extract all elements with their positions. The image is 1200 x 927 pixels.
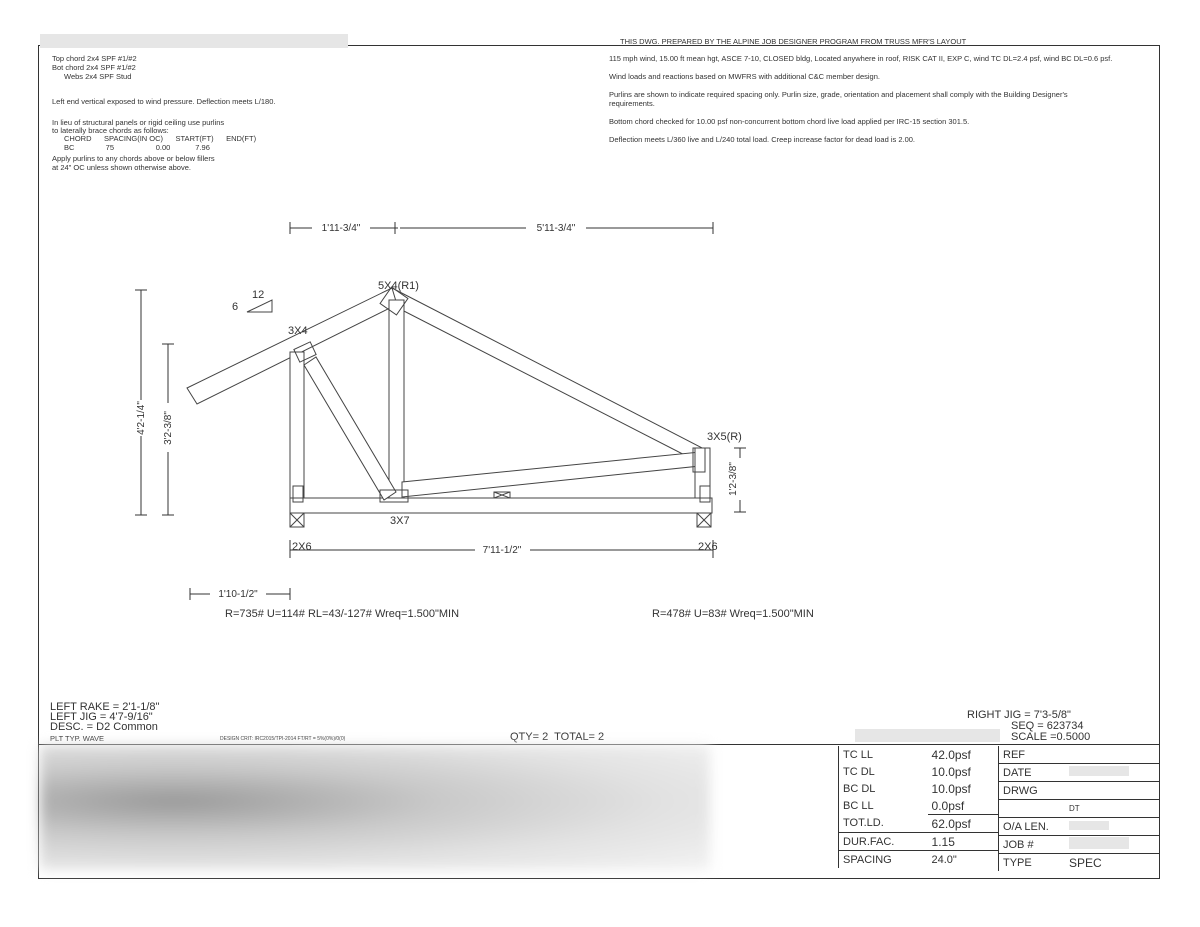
bottom-chord-note: Bottom chord checked for 10.00 psf non-concurrent bottom chord live load applied per IRC-15 section 301.5. <box>609 117 970 126</box>
web-center-vertical <box>389 300 404 498</box>
info-value: SPEC <box>1069 855 1102 870</box>
plate-bottom-label: 3X7 <box>390 515 410 527</box>
dim-span: 7'11-1/2" <box>482 545 522 556</box>
sequence: SEQ = 623734 <box>1011 720 1084 732</box>
load-row <box>839 763 999 780</box>
dim-height-inner: 3'2-3/8" <box>163 411 174 445</box>
info-row <box>999 836 1161 854</box>
load-label: TC LL <box>843 748 873 761</box>
mwfrs-note: Wind loads and reactions based on MWFRS with additional C&C member design. <box>609 72 880 81</box>
load-row <box>839 780 999 797</box>
redacted-engineer-block <box>40 745 710 870</box>
bearing-left-label: 2X6 <box>292 541 312 553</box>
wind-note: 115 mph wind, 15.00 ft mean hgt, ASCE 7-10, CLOSED bldg, Located anywhere in roof, RISK CAT II, EXP C, wind TC DL=2.4 psf, wind BC DL=0.6 psf. <box>609 54 1113 63</box>
left-rake: LEFT RAKE = 2'1-1/8" <box>50 701 160 713</box>
load-value: 1.15 <box>931 834 955 849</box>
webs-spec: Webs 2x4 SPF Stud <box>64 72 132 81</box>
load-label: TOT.LD. <box>843 817 884 830</box>
purlin-note-1: In lieu of structural panels or rigid ceiling use purlins <box>52 118 225 127</box>
left-jig: LEFT JIG = 4'7-9/16" <box>50 711 153 723</box>
load-label: DUR.FAC. <box>843 835 895 848</box>
right-jig: RIGHT JIG = 7'3-5/8" <box>967 709 1071 721</box>
info-label: REF <box>1003 748 1025 761</box>
load-label: BC LL <box>843 799 874 812</box>
info-row <box>999 854 1161 872</box>
load-row <box>839 797 999 815</box>
purlin-table-header: CHORD SPACING(IN OC) START(FT) END(FT) <box>64 134 257 143</box>
load-label: TC DL <box>843 765 875 778</box>
purlin-table-row: BC 75 0.00 7.96 <box>64 143 210 152</box>
top-chord-right <box>392 288 710 468</box>
dim-overhang: 1'10-1/2" <box>218 589 258 600</box>
info-row <box>999 782 1161 800</box>
redacted-length <box>1069 821 1109 830</box>
pitch-triangle <box>247 300 272 312</box>
info-value <box>1065 746 1160 764</box>
info-row <box>999 764 1161 782</box>
web-diagonal <box>304 357 396 500</box>
deflection-creep-note: Deflection meets L/360 live and L/240 total load. Creep increase factor for dead load is 2.00. <box>609 135 916 144</box>
description: DESC. = D2 Common <box>50 721 158 733</box>
load-row <box>839 746 999 763</box>
info-value: DT <box>1069 804 1080 813</box>
load-value: 10.0psf <box>931 781 971 796</box>
web-sloped <box>402 452 700 497</box>
redacted-id <box>855 729 1000 742</box>
web-left-vertical <box>290 352 304 498</box>
prepared-by-text: THIS DWG. PREPARED BY THE ALPINE JOB DESIGNER PROGRAM FROM TRUSS MFR'S LAYOUT <box>620 37 967 46</box>
dim-height-total: 4'2-1/4" <box>136 401 147 435</box>
load-value: 62.0psf <box>931 816 971 831</box>
apply-purlins-1: Apply purlins to any chords above or below fillers <box>52 154 215 163</box>
plate-type: PLT TYP. WAVE <box>50 734 105 743</box>
load-value: 10.0psf <box>931 764 971 779</box>
dim-right-height: 1'2-3/8" <box>728 462 739 496</box>
plate-peak-label: 5X4(R1) <box>378 280 419 292</box>
info-label: O/A LEN. <box>1003 820 1049 833</box>
redacted-job <box>1069 837 1129 849</box>
info-label: DRWG <box>1003 784 1038 797</box>
info-row <box>999 818 1161 836</box>
load-row <box>839 833 999 851</box>
info-label: DATE <box>1003 766 1032 779</box>
load-value: 42.0psf <box>931 747 971 762</box>
load-row <box>839 851 999 869</box>
bot-chord-spec: Bot chord 2x4 SPF #1/#2 <box>52 63 136 72</box>
load-label: SPACING <box>843 853 892 866</box>
info-label: JOB # <box>1003 838 1034 851</box>
dim-top-right: 5'11-3/4" <box>536 223 576 234</box>
plate-right-label: 3X5(R) <box>707 431 742 443</box>
info-row <box>999 800 1161 818</box>
load-table <box>838 746 998 868</box>
deflection-note: Left end vertical exposed to wind pressure. Deflection meets L/180. <box>52 97 276 106</box>
right-end-vertical <box>695 448 710 498</box>
reaction-left: R=735# U=114# RL=43/-127# Wreq=1.500"MIN <box>225 608 460 620</box>
purlin-spacing-note: Purlins are shown to indicate required spacing only. Purlin size, grade, orientation and placement shall comply with the Building Designer's requirements. <box>609 90 1068 108</box>
purlin-note-2: to laterally brace chords as follows: <box>52 126 169 135</box>
plate-left-label: 3X4 <box>288 325 308 337</box>
top-chord-spec: Top chord 2x4 SPF #1/#2 <box>52 54 137 63</box>
dim-top-left: 1'11-3/4" <box>321 223 361 234</box>
load-value: 0.0psf <box>928 797 998 815</box>
bottom-chord <box>290 498 712 513</box>
info-value <box>1065 782 1160 800</box>
info-row <box>999 746 1161 764</box>
load-value: 24.0" <box>931 853 957 866</box>
load-label: BC DL <box>843 782 876 795</box>
reaction-right: R=478# U=83# Wreq=1.500"MIN <box>652 608 814 620</box>
info-label <box>999 800 1066 818</box>
info-table <box>998 746 1160 871</box>
pitch-run: 12 <box>252 289 265 301</box>
quantity: QTY= 2 TOTAL= 2 <box>510 731 605 743</box>
design-criteria: DESIGN CRIT: IRC2015/TPI-2014 FT/RT = 5%(0%)/0(0) <box>220 736 346 742</box>
pitch-rise: 6 <box>232 301 239 313</box>
info-label: TYPE <box>1003 856 1032 869</box>
redacted-date <box>1069 766 1129 776</box>
bearing-right-label: 2X6 <box>698 541 718 553</box>
scale: SCALE =0.5000 <box>1011 731 1091 743</box>
apply-purlins-2: at 24" OC unless shown otherwise above. <box>52 163 191 172</box>
load-row <box>839 815 999 833</box>
